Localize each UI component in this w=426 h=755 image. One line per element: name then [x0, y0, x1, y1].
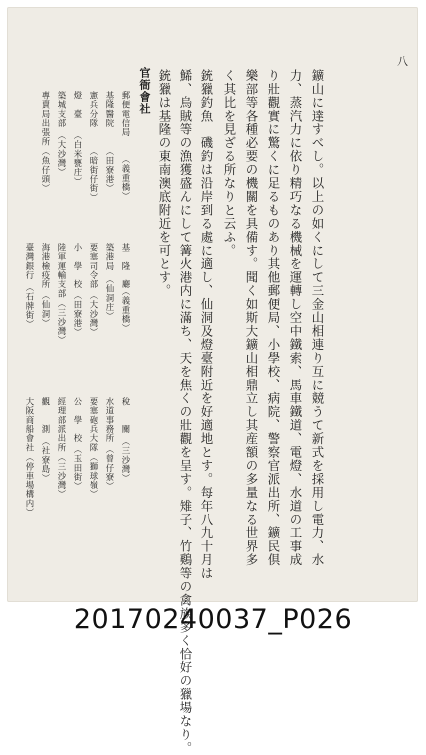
office-entry: 要塞砲兵大隊	[89, 397, 99, 453]
office-entry-location: （玉田街）	[73, 445, 83, 491]
office-entry-location: （仙洞庄）	[105, 275, 115, 321]
office-entry-location: （田寮港）	[105, 147, 115, 193]
office-entry: 郵便電信局	[121, 91, 131, 137]
office-entry-location: （暗街仔街）	[89, 147, 99, 203]
body-column-1: 鑛山に達すべし。以上の如くにして三金山相連り互に競うて新式を採用し電力、水	[310, 69, 325, 567]
office-entry: 經理部派出所	[57, 397, 67, 453]
office-entry: 小 學 校	[73, 243, 83, 289]
office-entry-location: （三沙灣）	[57, 299, 67, 345]
office-entry: 築城支部	[57, 91, 67, 128]
office-entry-location: （大沙灣）	[89, 291, 99, 337]
office-entry-location: （大沙灣）	[57, 131, 67, 177]
body-column-5: く其比を見ざる所なりと云ふ。	[222, 69, 237, 258]
office-entry: 水道事務所	[105, 397, 115, 443]
office-entry: 要塞司令部	[89, 243, 99, 289]
office-entry-location: （石牌街）	[25, 283, 35, 329]
office-entry-location: （曾仔寮）	[105, 445, 115, 491]
office-entry-location: （社寮島）	[41, 437, 51, 483]
office-entry: 稅 關	[121, 397, 131, 434]
office-entry: 海港檢疫所	[41, 243, 51, 289]
office-entry-location: （三沙灣）	[57, 453, 67, 499]
office-entry: 觀 測	[41, 397, 51, 434]
office-entry-location: （義重橋）	[121, 287, 131, 333]
office-entry: 陸軍運輸支部	[57, 243, 67, 299]
office-entry: 專賣局出張所	[41, 91, 51, 147]
office-entry: 築港局	[105, 243, 115, 271]
page-number: 八	[397, 55, 408, 68]
fishing-column-3: 銃獵は基隆の東南澳底附近を可とす。	[157, 69, 172, 298]
body-column-3: り壯觀實に驚くに足るものあり其他郵便局、小學校、病院、警察官派出所、鑛民倶	[266, 69, 281, 567]
office-entry-location: （白米甕庄）	[73, 131, 83, 187]
office-entry-location: （仙洞）	[41, 291, 51, 328]
body-column-4: 樂部等各種必要の機關を具備す。聞く如斯大鑛山相鼎立し其産額の多量なる世界多	[244, 69, 259, 567]
fishing-column-2: 鯑、烏賊等の漁獲盛んにして篝火港内に滿ち、天を焦くの壯觀を呈す。雉子、竹鷄等の禽族多く恰好の獵場なり。	[178, 69, 193, 755]
offices-heading: 官衙會社	[138, 67, 151, 115]
office-entry-location: （三沙灣）	[121, 437, 131, 483]
office-entry: 基 隆 廳	[121, 243, 131, 289]
office-entry: 公 學 校	[73, 397, 83, 443]
office-entry: 憲兵分隊	[89, 91, 99, 128]
office-entry-location: （田寮港）	[73, 291, 83, 337]
office-entry-location: （魚仔頭）	[41, 147, 51, 193]
fishing-column-1: 銃獵釣魚 磯釣は沿岸到る處に適し、仙洞及燈臺附近を好適地とす。每年八九十月は	[199, 69, 214, 581]
office-entry-location: （停車場構内）	[25, 453, 35, 518]
image-caption: 20170240037_P026	[73, 604, 353, 635]
office-entry-location: （獅球嶺）	[89, 453, 99, 499]
body-column-2: 力、蒸汽力に依り精巧なる機械を運轉し空中鐵索、馬車鐵道、電燈、水道の工事成	[288, 69, 303, 567]
office-entry: 基隆醫院	[105, 91, 115, 128]
office-entry-location: （義重橋）	[121, 155, 131, 201]
office-entry: 臺灣銀行	[25, 243, 35, 280]
office-entry: 燈 臺	[73, 91, 83, 119]
office-entry: 大阪商船會社	[25, 397, 35, 453]
